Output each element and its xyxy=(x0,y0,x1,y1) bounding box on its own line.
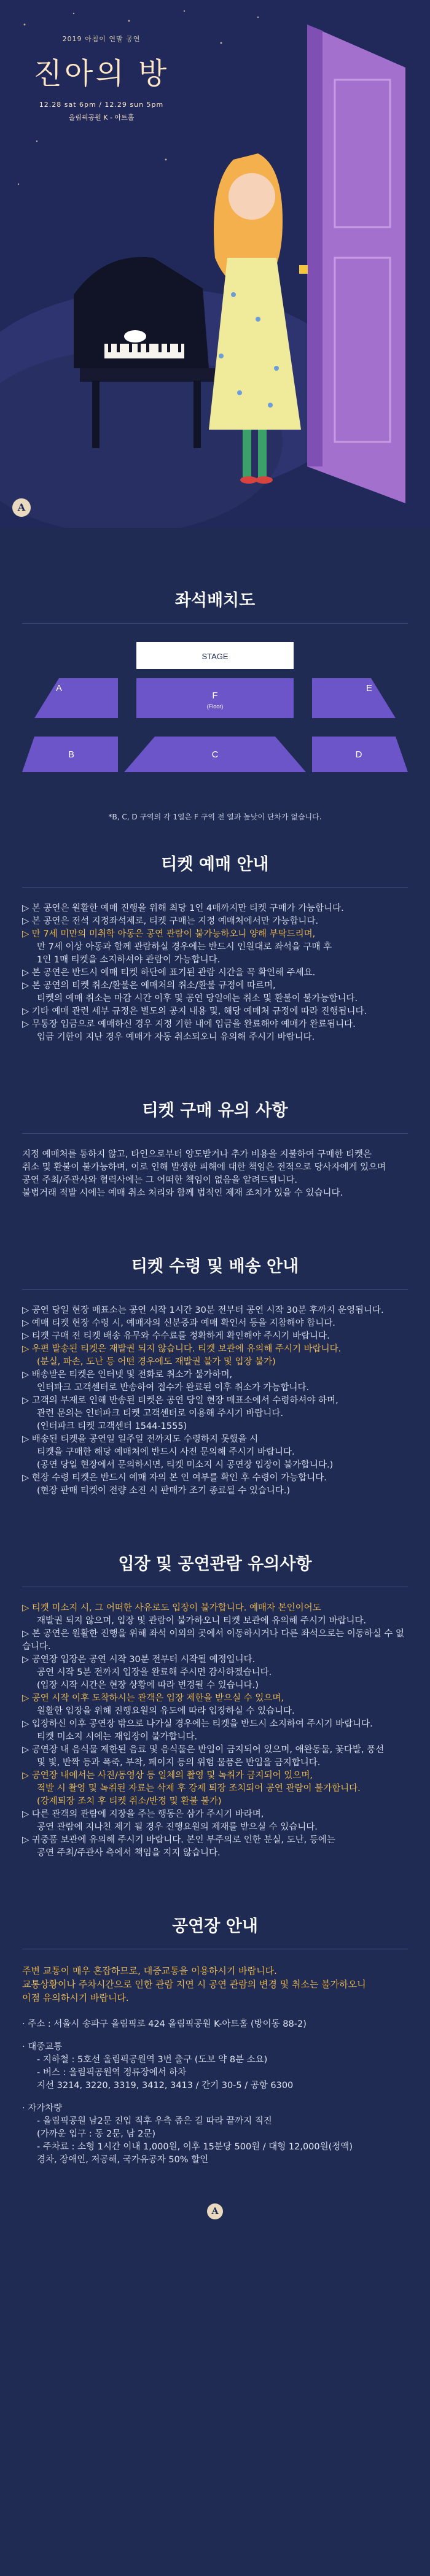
venue-warnings xyxy=(22,1964,408,2005)
list-item: ▷ 본 공연은 원활한 예매 진행을 위해 최당 1인 4매까지만 티켓 구매가 가능합니다. xyxy=(22,903,344,913)
venue-info-line: - 버스 : 올림픽공원역 정류장에서 하차 xyxy=(37,2068,187,2078)
poster-logo: A xyxy=(12,498,31,517)
reservation-list xyxy=(22,902,408,1044)
venue-warning-line: 이점 유의하시기 바랍니다. xyxy=(22,1992,129,2003)
venue-info-line: · 대중교통 xyxy=(22,2042,63,2052)
list-item: ▷ 무통장 입금으로 예매하신 경우 지정 기한 내에 입금을 완료해야 예매가 완료됩니다. xyxy=(22,1019,356,1029)
divider xyxy=(22,623,408,624)
list-item: ▷ 본 공연은 반드시 예매 티켓 하단에 표기된 관람 시간을 꼭 확인해 주세요. xyxy=(22,968,316,978)
list-item: (입장 시작 시간은 현장 상황에 따라 변경될 수 있습니다.) xyxy=(37,1681,259,1690)
divider xyxy=(22,887,408,888)
section-e-label: E xyxy=(366,683,373,694)
purchase-section xyxy=(0,1087,430,1200)
list-item: (분실, 파손, 도난 등 어떤 경우에도 재발권 불가 및 입장 불가) xyxy=(37,1357,276,1367)
list-item: ▷ 본 공연의 티켓 취소/환불은 예매처의 취소/환불 규정에 따르며, xyxy=(22,981,276,991)
venue-title: 공연장 안내 xyxy=(172,1917,258,1936)
list-item: ▷ 본 공연은 원활한 진행을 위해 좌석 이외의 곳에서 이동하시거나 다른 좌석으로는 이동하실 수 없습니다. xyxy=(22,1629,404,1652)
reservation-section xyxy=(0,841,430,1044)
venue-warning-line: 교통상황이나 주차시간으로 인한 관람 지연 시 공연 관람의 변경 및 취소는 불가하오니 xyxy=(22,1979,366,1990)
list-item: 불법거래 적발 시에는 예매 취소 처리와 함께 법적인 제재 조치가 있을 수 있습니다. xyxy=(22,1188,343,1198)
admission-section xyxy=(0,1541,430,1860)
section-c-label: C xyxy=(211,749,219,760)
venue-info-list xyxy=(22,2018,408,2167)
list-item: 적발 시 촬영 및 녹취된 자료는 삭제 후 강제 퇴장 조치되어 공연 관람이 불가합니다. xyxy=(37,1784,361,1793)
list-item: 입금 기한이 지난 경우 예매가 자동 취소되오니 유의해 주시기 바랍니다. xyxy=(37,1032,315,1042)
list-item: ▷ 귀중품 보관에 유의해 주시기 바랍니다. 본인 부주의로 인한 분실, 도난, 등에는 xyxy=(22,1835,335,1845)
list-item: (강제퇴장 조치 후 티켓 취소/반정 및 환불 불가) xyxy=(37,1797,222,1806)
list-item: 티켓 미소지 시에는 재입장이 불가합니다. xyxy=(37,1732,198,1742)
seating-title: 좌석배치도 xyxy=(174,591,256,610)
list-item: 공연 주최/주관사 측에서 책임을 지지 않습니다. xyxy=(37,1848,221,1858)
seating-note: *B, C, D 구역의 각 1열은 F 구역 전 열과 높낮이 단차가 없습니다. xyxy=(108,813,322,821)
footer-logo: A xyxy=(207,2203,223,2219)
seating-section xyxy=(0,528,430,841)
poster-dates: 12.28 sat 6pm / 12.29 sun 5pm xyxy=(39,101,164,109)
seat-section-e xyxy=(312,678,396,718)
list-item: 및 빛, 반짝 등과 폭죽, 부착, 페이지 등의 위험 물품은 반입을 금지합니다. xyxy=(37,1758,321,1768)
admission-list xyxy=(22,1602,408,1860)
venue-info-line: 지선 3214, 3220, 3319, 3412, 3413 / 간기 30-5 / 공항 6300 xyxy=(37,2081,294,2091)
list-item: 원활한 입장을 위해 진행요원의 유도에 따라 입장하실 수 있습니다. xyxy=(37,1706,295,1716)
purchase-title: 티켓 구매 유의 사항 xyxy=(142,1101,288,1120)
delivery-section xyxy=(0,1243,430,1498)
list-item: ▷ 공연 시작 이후 도착하시는 관객은 입장 제한을 받으실 수 있으며, xyxy=(22,1693,284,1703)
reservation-title: 티켓 예매 안내 xyxy=(161,855,269,874)
list-item: ▷ 공연 당일 현장 매표소는 공연 시작 1시간 30분 전부터 공연 시작 30분 후까지 운영됩니다. xyxy=(22,1305,384,1315)
purchase-list xyxy=(22,1148,408,1200)
list-item: ▷ 현장 수령 티켓은 반드시 예매 자의 본 인 여부를 확인 후 수령이 가능합니다. xyxy=(22,1473,327,1483)
list-item: ▷ 티켓 구매 전 티켓 배송 유무와 수수료를 정확하게 확인해야 주시기 바랍니다. xyxy=(22,1331,330,1341)
venue-info-line: · 자가차량 xyxy=(22,2103,63,2113)
venue-section xyxy=(0,1903,430,2219)
list-item: (인터파크 티켓 고객센터 1544-1555) xyxy=(37,1421,187,1431)
divider xyxy=(22,1133,408,1134)
list-item: ▷ 예매 티켓 현장 수령 시, 예매자의 신분증과 예매 확인서 등을 지참해야 합니다. xyxy=(22,1318,335,1328)
poster xyxy=(0,0,430,528)
list-item: ▷ 배송받은 티켓은 인터넷 및 전화로 취소가 불가하며, xyxy=(22,1370,233,1380)
poster-title: 진아의 방 xyxy=(33,56,170,91)
list-item: ▷ 고객의 부재로 인해 반송된 티켓은 공연 당일 현장 매표소에서 수령하셔야 하며, xyxy=(22,1396,338,1406)
section-a-label: A xyxy=(56,683,63,694)
stage-label: STAGE xyxy=(201,652,229,661)
admission-title: 입장 및 공연관람 유의사항 xyxy=(118,1555,312,1574)
section-d-label: D xyxy=(355,749,362,760)
list-item: 티켓을 구매한 해당 예매처에 반드시 사전 문의해 주시기 바랍니다. xyxy=(37,1447,295,1457)
seat-section-a xyxy=(34,678,118,718)
poster-subtitle: 2019 아침이 연말 공연 xyxy=(62,35,141,43)
list-item: ▷ 공연장 입장은 공연 시작 30분 전부터 시작될 예정입니다. xyxy=(22,1655,256,1665)
list-item: 지정 예매처를 통하지 않고, 타인으로부터 양도받거나 추가 비용을 지불하여 구매한 티켓은 xyxy=(22,1150,372,1159)
list-item: 공연 관람에 지나친 제기 될 경우 진행요원의 제재를 받으실 수 있습니다. xyxy=(37,1822,318,1832)
seat-map-graphic xyxy=(22,638,408,804)
section-b-label: B xyxy=(68,749,75,760)
list-item: ▷ 배송된 티켓을 공연일 일주일 전까지도 수령하지 못했을 시 xyxy=(22,1434,259,1444)
list-item: 재발권 되지 않으며, 입장 및 관람이 불가하오니 티켓 보관에 유의해 주시기 바랍니다. xyxy=(37,1616,367,1626)
list-item: ▷ 티켓 미소지 시, 그 어떠한 사유로도 입장이 불가합니다. 예매자 본인이어도 xyxy=(22,1603,321,1613)
list-item: 인터파크 고객센터로 반송하여 접수가 완료된 이후 취소가 가능합니다. xyxy=(37,1383,310,1393)
list-item: ▷ 기타 예매 관련 세부 규정은 별도의 공지 내용 및, 해당 예매처 규정에 따라 진행됩니다. xyxy=(22,1007,367,1016)
venue-info-line: (가까운 입구 : 동 2문, 남 2문) xyxy=(37,2129,155,2139)
section-f-floor: (Floor) xyxy=(206,703,224,710)
venue-info-line: · 주소 : 서울시 송파구 올림픽로 424 올림픽공원 K-아트홀 (방이동 88-2) xyxy=(22,2019,307,2029)
venue-info-line: 경차, 장애인, 저공해, 국가유공자 50% 할인 xyxy=(37,2155,209,2165)
list-item: ▷ 입장하신 이후 공연장 밖으로 나가실 경우에는 티켓을 반드시 소지하여 주시기 바랍니다. xyxy=(22,1719,373,1729)
list-item: ▷ 다른 관객의 관람에 지장을 주는 행동은 삼가 주시기 바라며, xyxy=(22,1809,264,1819)
venue-info-line: - 올림픽공원 남2문 진입 직후 우측 좁은 길 따라 끝까지 직진 xyxy=(37,2116,272,2126)
list-item: (공연 당일 현장에서 문의하시면, 티켓 미소지 시 공연장 입장이 불가합니다.) xyxy=(37,1460,334,1470)
list-item: ▷ 공연장 내 음식물 제한된 음료 및 음식물은 반입이 금지되어 있으며, 애완동물, 꽃다발, 풍선 xyxy=(22,1745,385,1755)
list-item: 1인 1매 티켓을 소지하셔야 관람이 가능합니다. xyxy=(37,955,221,965)
list-item: ▷ 본 공연은 전석 지정좌석제로, 티켓 구매는 지정 예매처에서만 가능합니다. xyxy=(22,916,319,926)
footer-logo-wrap xyxy=(22,2203,408,2219)
list-item: 공연 시작 5분 전까지 입장을 완료해 주시면 감사하겠습니다. xyxy=(37,1668,272,1677)
list-item: ▷ 만 7세 미만의 미취학 아동은 공연 관람이 불가능하오니 양해 부탁드리며, xyxy=(22,929,316,939)
delivery-list xyxy=(22,1304,408,1498)
list-item: 공연 주최/주관사와 협력사에는 그 어떠한 책임이 없음을 알려드립니다. xyxy=(22,1175,297,1185)
delivery-title: 티켓 수령 및 배송 안내 xyxy=(131,1257,299,1276)
list-item: 티켓의 예매 취소는 마감 시간 이후 및 공연 당일에는 취소 및 환불이 불가능합니다. xyxy=(37,994,358,1004)
list-item: 관련 문의는 인터파크 티켓 고객센터로 이용해 주시기 바랍니다. xyxy=(37,1409,284,1418)
venue-info-line: - 주차료 : 소형 1시간 이내 1,000원, 이후 15분당 500원 / 대형 12,000원(정액) xyxy=(37,2142,353,2152)
list-item: 만 7세 이상 아동과 함께 관람하실 경우에는 반드시 인원대로 좌석을 구매 후 xyxy=(37,942,332,952)
poster-venue: 올림픽공원 K - 아트홀 xyxy=(68,114,135,122)
poster-header xyxy=(0,34,203,122)
seat-map xyxy=(22,638,408,841)
venue-warning-line: 주변 교통이 매우 혼잡하므로, 대중교통을 이용하시기 바랍니다. xyxy=(22,1965,277,1976)
list-item: 취소 및 환불이 불가능하며, 이로 인해 발생한 피해에 대한 책임은 전적으로 당사자에게 있으며 xyxy=(22,1162,386,1172)
section-f-label: F xyxy=(212,690,218,701)
list-item: ▷ 공연장 내에서는 사진/동영상 등 일체의 촬영 및 녹취가 금지되어 있으며, xyxy=(22,1771,313,1781)
list-item: ▷ 우편 발송된 티켓은 재발권 되지 않습니다. 티켓 보관에 유의해 주시기 바랍니다. xyxy=(22,1344,342,1354)
divider xyxy=(22,1289,408,1290)
venue-info-line: - 지하철 : 5호선 올림픽공원역 3번 출구 (도보 약 8분 소요) xyxy=(37,2055,268,2065)
list-item: (현장 판매 티켓이 전량 소진 시 판매가 조기 종료될 수 있습니다.) xyxy=(37,1486,291,1496)
